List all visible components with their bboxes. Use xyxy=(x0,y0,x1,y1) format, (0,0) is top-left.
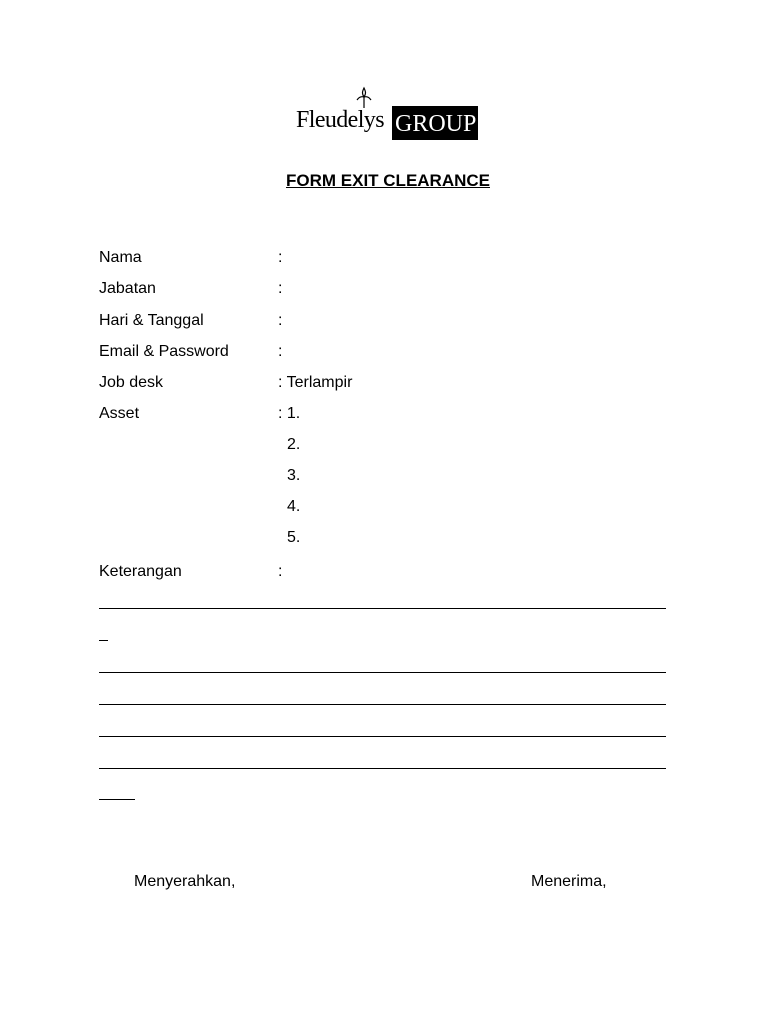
logo-box xyxy=(392,106,478,140)
asset-number-5: 5. xyxy=(287,529,301,546)
keterangan-line xyxy=(99,608,666,609)
field-label-keterangan: Keterangan xyxy=(99,563,182,580)
asset-number-4: 4. xyxy=(287,498,301,515)
signature-label-menyerahkan: Menyerahkan, xyxy=(134,873,236,890)
keterangan-line xyxy=(99,672,666,673)
field-label-nama: Nama xyxy=(99,249,142,266)
field-value-jabatan: : xyxy=(278,280,283,297)
field-label-hari-tanggal: Hari & Tanggal xyxy=(99,312,204,329)
field-value-hari-tanggal: : xyxy=(278,312,283,329)
form-title: FORM EXIT CLEARANCE xyxy=(286,171,490,190)
keterangan-line-short xyxy=(99,799,135,800)
field-label-jabatan: Jabatan xyxy=(99,280,156,297)
logo-text-left: Fleudelys xyxy=(296,107,384,133)
field-value-asset: : 1. xyxy=(278,405,301,422)
logo-text-right: GROUP xyxy=(395,111,477,137)
field-value-keterangan: : xyxy=(278,563,283,580)
field-label-email-password: Email & Password xyxy=(99,343,229,360)
keterangan-line-short xyxy=(99,640,108,641)
asset-number-3: 3. xyxy=(287,467,301,484)
company-logo xyxy=(296,86,480,142)
field-value-job-desk: : Terlampir xyxy=(278,374,353,391)
keterangan-line xyxy=(99,736,666,737)
field-label-asset: Asset xyxy=(99,405,140,422)
asset-number-2: 2. xyxy=(287,436,301,453)
signature-label-menerima: Menerima, xyxy=(531,873,607,890)
field-value-email-password: : xyxy=(278,343,283,360)
field-label-job-desk: Job desk xyxy=(99,374,164,391)
field-value-nama: : xyxy=(278,249,283,266)
keterangan-line xyxy=(99,768,666,769)
keterangan-line xyxy=(99,704,666,705)
